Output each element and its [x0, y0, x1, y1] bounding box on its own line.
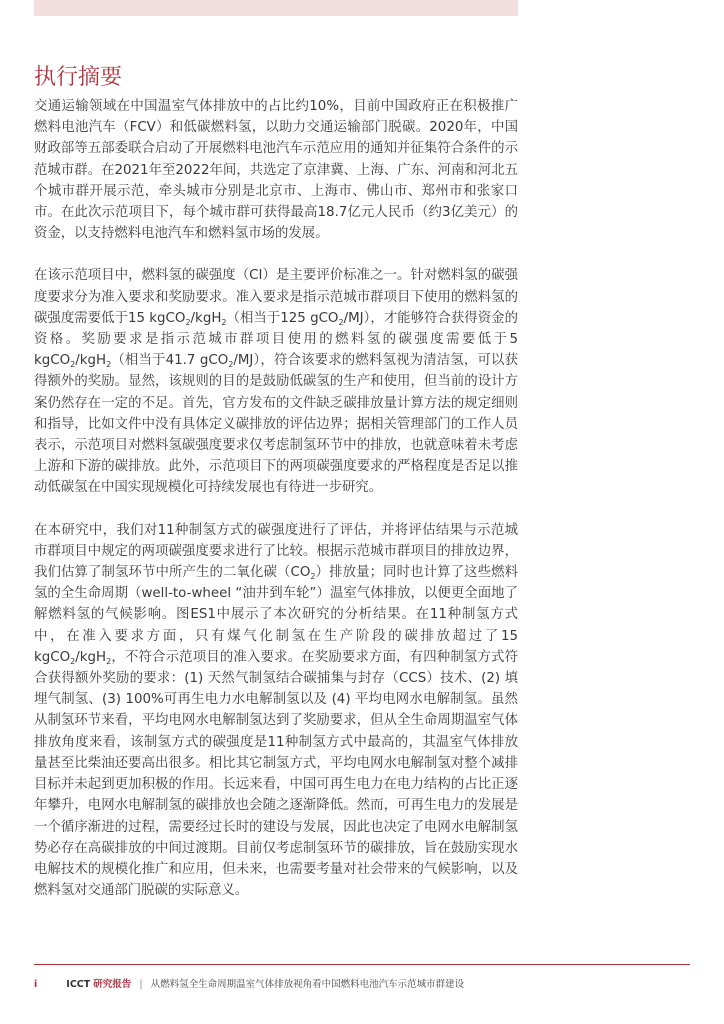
footer-separator: |: [139, 979, 143, 990]
paragraph-2: 在该示范项目中，燃料氢的碳强度（CI）是主要评价标准之一。针对燃料氢的碳强度要求分为准入要求和奖励要求。准入要求是指示范城市群项目下使用的燃料氢的碳强度需要低于15 kgCO$_2$/kgH$_2$（相当于125 gCO$_2$/MJ），才能够符合获得资金的资格。奖励要求是指示范城市群项目使用的燃料氢的碳强度需要低于5 kgCO$_2$/kgH$_2$（相当于41.7 gCO$_2$/MJ），符合该要求的燃料氢视为清洁氢，可以获得额外的奖励。显然，该规则的目的是鼓励低碳氢的生产和使用，但当前的设计方案仍然存在一定的不足。首先，官方发布的文件缺乏碳排放量计算方法的规定细则和指导，比如文件中没有具体定义碳排放的评估边界；据相关管理部门的工作人员表示，示范项目对燃料氢碳强度要求仅考虑制氢环节中的排放，也就意味着未考虑上游和下游的碳排放。此外，示范项目下的两项碳强度要求的严格程度是否足以推动低碳氢在中国实现规模化可持续发展也有待进一步研究。: [34, 268, 518, 496]
page-number: i: [34, 979, 38, 990]
paragraph-3: 在本研究中，我们对11种制氢方式的碳强度进行了评估，并将评估结果与示范城市群项目中规定的两项碳强度要求进行了比较。根据示范城市群项目的排放边界，我们估算了制氢环节中所产生的二氧化碳$(CO_2)$排放量；同时也计算了这些燃料氢的全生命周期（well-to-wheel “油井到车轮”）温室气体排放，以便更全面地了解燃料氢的气候影响。图ES1中展示了本次研究的分析结果。在11种制氢方式中，在准入要求方面，只有煤气化制氢在生产阶段的碳排放超过了15 kgCO$_2$/kgH$_2$，不符合示范项目的准入要求。在奖励要求方面，有四种制氢方式符合获得额外奖励的要求：(1) 天然气制氢结合碳捕集与封存（CCS）技术、(2) 填埋气制氢、(3) 100%可再生电力水电解制氢以及 (4) 平均电网水电解制氢。虽然从制氢环节来看，平均电网水电解制氢达到了奖励要求，但从全生命周期温室气体排放角度来看，该制氢方式的碳强度是11种制氢方式中最高的，其温室气体排放量甚至比柴油还要高出很多。相比其它制氢方式，平均电网水电解制氢对整个减排目标并未起到更加积极的作用。长远来看，中国可再生电力在电力结构的占比正逐年攀升，电网水电解制氢的碳排放也会随之逐渐降低。然而，可再生电力的发展是一个循序渐进的过程，需要经过长时的建设与发展，因此也决定了电网水电解制氢势必存在高碳排放的中间过渡期。目前仅考虑制氢环节的碳排放，旨在鼓励实现水电解技术的规模化推广和应用，但未来，也需要考量对社会带来的气候影响，以及燃料氢对交通部门脱碳的实际意义。: [34, 522, 519, 899]
footer-org: ICCT: [66, 979, 91, 990]
page-footer: [34, 976, 464, 990]
paragraph-1: 交通运输领域在中国温室气体排放中的占比约10%，目前中国政府正在积极推广燃料电池汽车（FCV）和低碳燃料氢，以助力交通运输部门脱碳。2020年，中国财政部等五部委联合启动了开展燃料电池汽车示范应用的通知并征集符合条件的示范城市群。在2021年至2022年间，共选定了京津冀、上海、广东、河南和河北五个城市群开展示范，牵头城市分别是北京市、上海市、佛山市、郑州市和张家口市。在此次示范项目下，每个城市群可获得最高18.7亿元人民币（约3亿美元）的资金，以支持燃料电池汽车和燃料氢市场的发展。: [34, 99, 518, 242]
section-title: 执行摘要: [34, 65, 123, 90]
footer-rule: [34, 964, 690, 965]
top-decorative-band: [34, 0, 518, 16]
footer-series: 研究报告: [93, 979, 132, 990]
body-text: [34, 96, 518, 922]
footer-doc-title: 从燃料氢全生命周期温室气体排放视角看中国燃料电池汽车示范城市群建设: [150, 979, 465, 990]
